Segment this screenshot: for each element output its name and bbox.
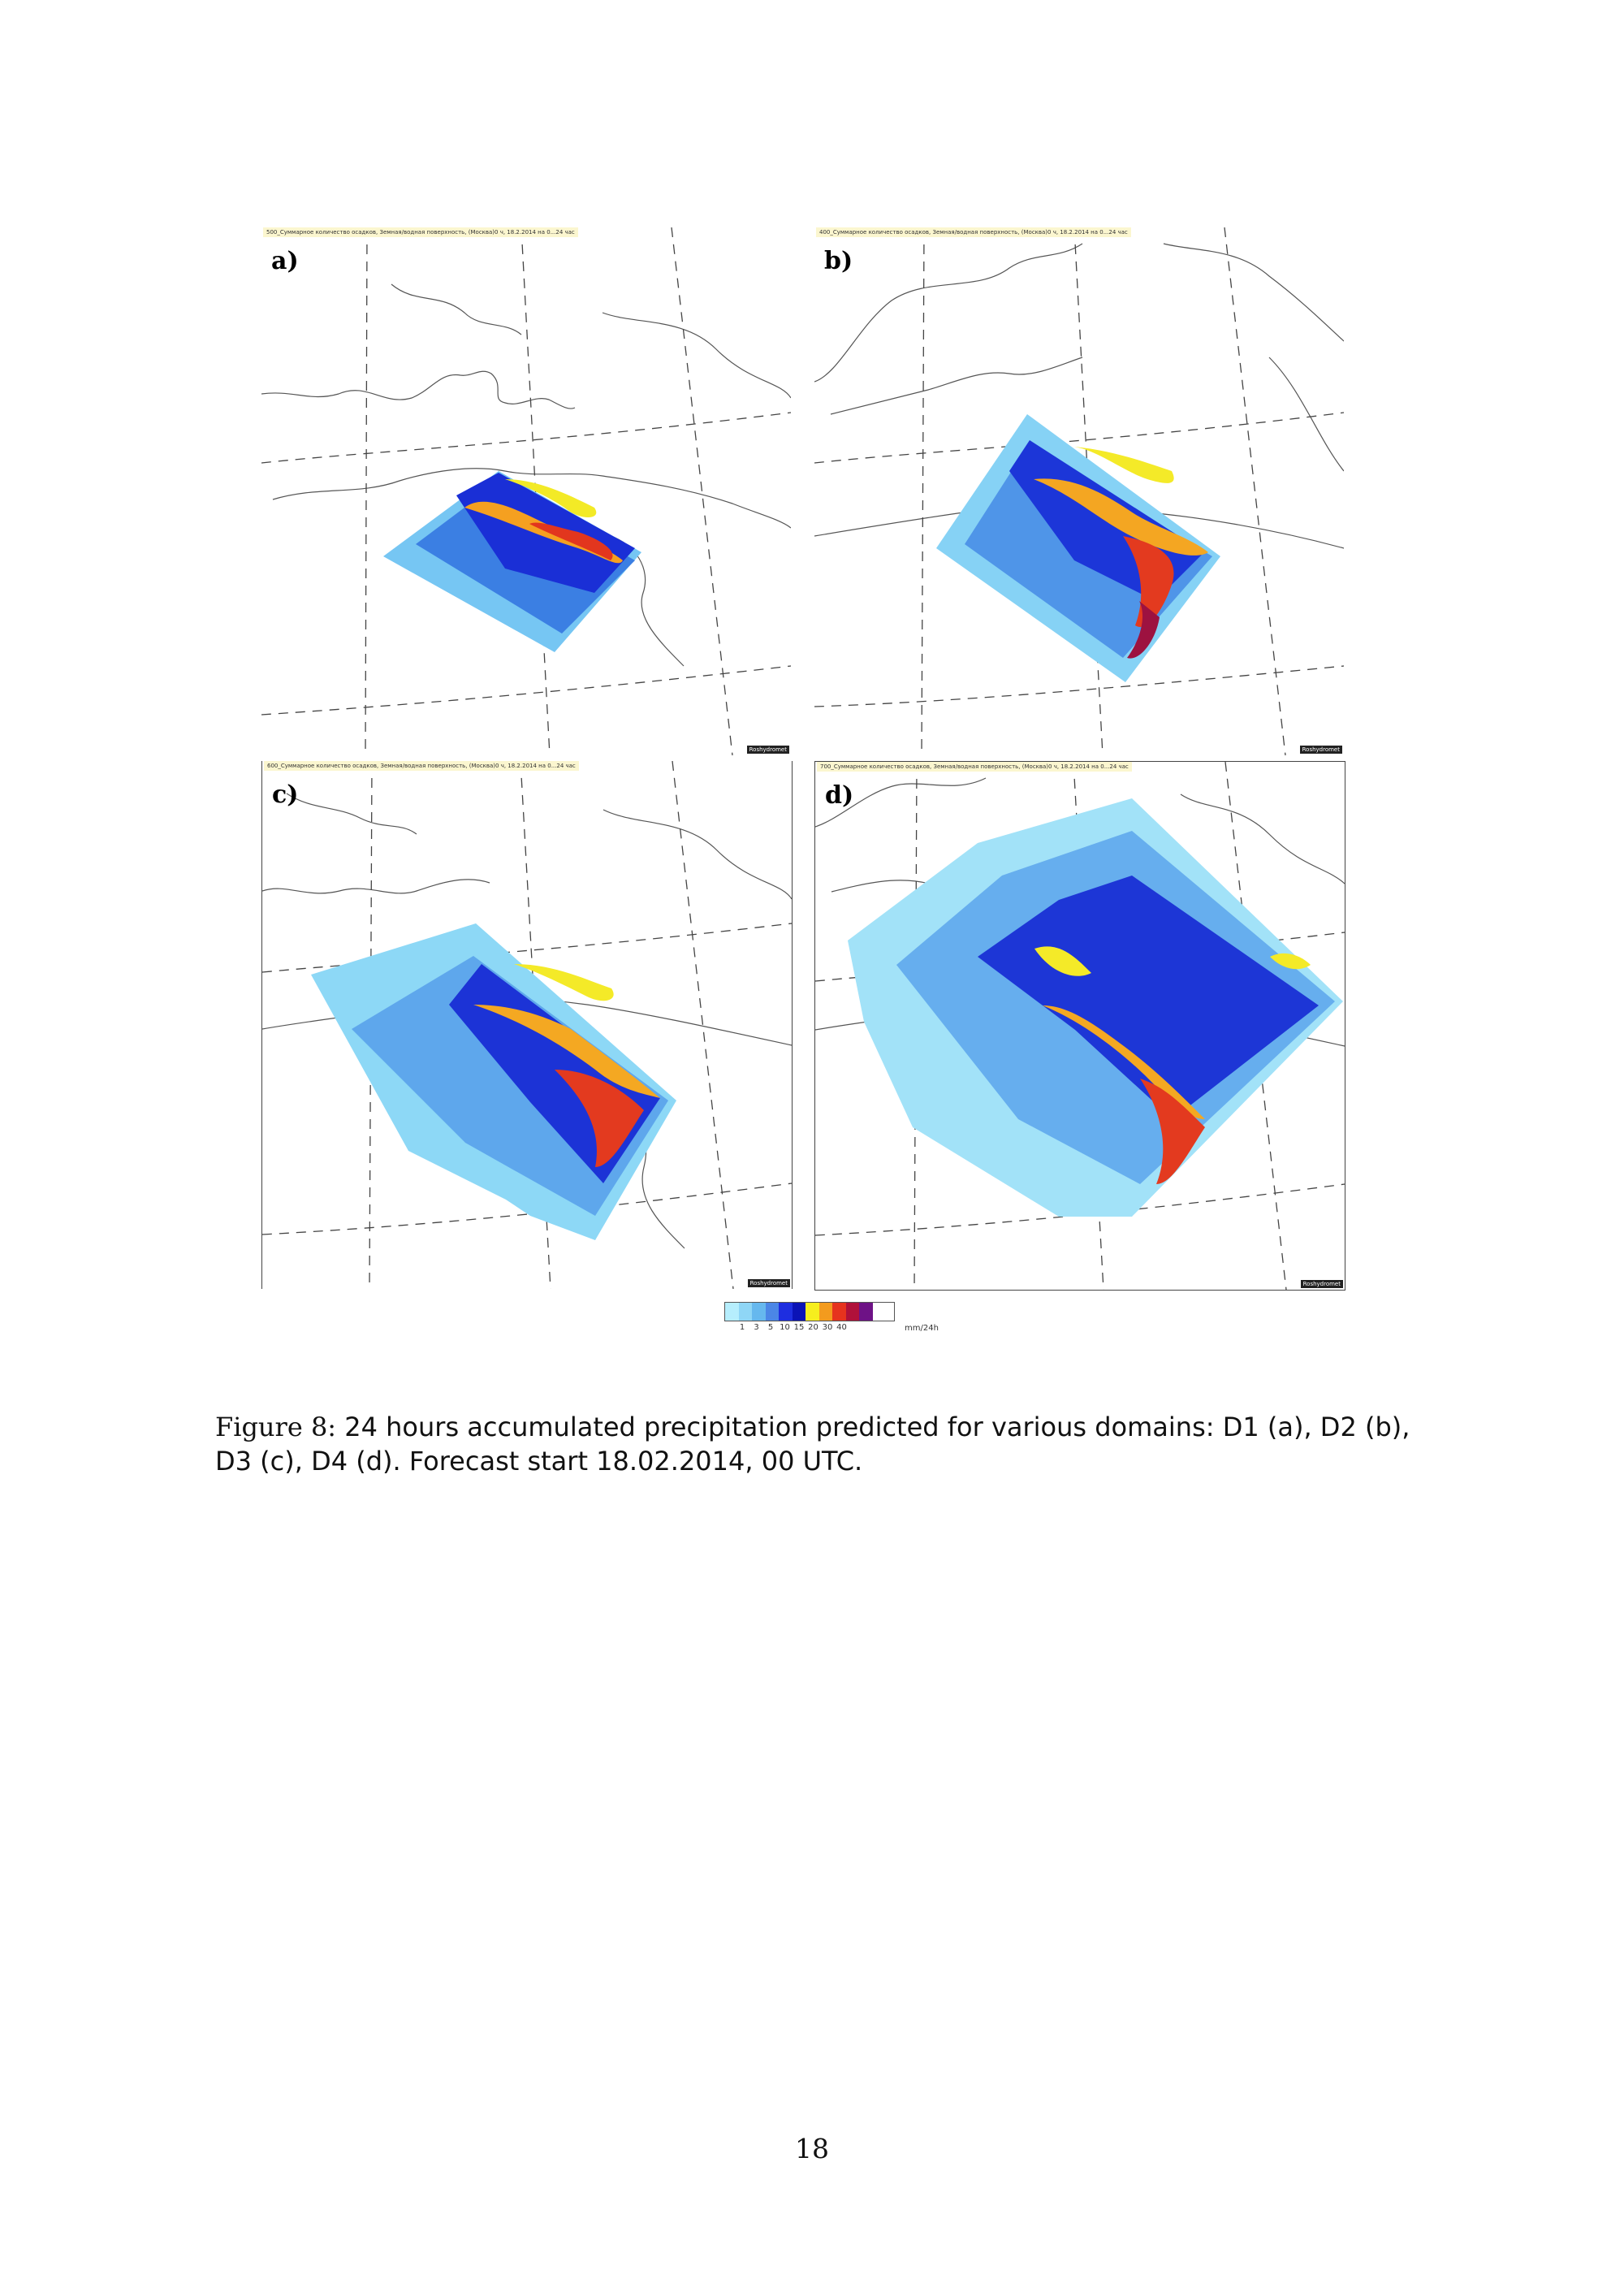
gridline xyxy=(672,227,732,755)
legend-swatch xyxy=(806,1303,819,1321)
panel-title: 600_Суммарное количество осадков, Земная/водная поверхность, (Москва)0 ч, 18.2.2014 на 0...24 час xyxy=(264,761,579,771)
map-c xyxy=(262,761,792,1289)
panel-credit: Roshydromet xyxy=(747,746,789,754)
panel-label: c) xyxy=(272,780,299,809)
figure-label: Figure 8: xyxy=(215,1412,337,1442)
legend-swatch xyxy=(752,1303,766,1321)
legend-swatch xyxy=(725,1303,739,1321)
legend-swatch xyxy=(832,1303,846,1321)
map-d xyxy=(815,762,1345,1290)
legend-swatch xyxy=(766,1303,780,1321)
precip-domain-c xyxy=(311,923,676,1240)
figure-caption xyxy=(215,1410,1417,1478)
panel-label: b) xyxy=(824,247,853,275)
gridline xyxy=(261,413,791,463)
legend-color-bar xyxy=(724,1302,895,1321)
legend-swatch xyxy=(819,1303,833,1321)
gridline xyxy=(261,666,791,715)
gridline xyxy=(672,761,733,1289)
coastline xyxy=(287,793,417,834)
panel-credit: Roshydromet xyxy=(1300,746,1342,754)
page-number: 18 xyxy=(795,2133,829,2164)
gridline xyxy=(365,227,367,755)
legend-swatch xyxy=(739,1303,753,1321)
coastline xyxy=(603,810,792,899)
legend-unit: mm/24h xyxy=(905,1324,939,1333)
panel-a xyxy=(261,227,791,755)
panel-title: 700_Суммарное количество осадков, Земная/водная поверхность, (Москва)0 ч, 18.2.2014 на 0...24 час xyxy=(817,762,1132,772)
gridline xyxy=(1224,227,1285,755)
map-b xyxy=(814,227,1344,755)
panel-c xyxy=(261,761,793,1289)
legend-tick-label: 40 xyxy=(836,1323,847,1332)
color-legend xyxy=(724,1302,939,1333)
gridline xyxy=(922,227,924,755)
precip-domain-a xyxy=(383,471,641,652)
legend-tick-label: 30 xyxy=(822,1323,833,1332)
precip-domain-d xyxy=(848,798,1343,1217)
legend-swatch xyxy=(859,1303,873,1321)
legend-swatch xyxy=(793,1303,806,1321)
legend-tick-label: 5 xyxy=(767,1323,774,1332)
panel-title: 400_Суммарное количество осадков, Земная/водная поверхность, (Москва)0 ч, 18.2.2014 на 0...24 час xyxy=(816,227,1131,237)
panel-credit: Roshydromet xyxy=(748,1279,790,1287)
coastline xyxy=(262,880,490,893)
precip-domain-b xyxy=(936,414,1220,682)
panel-label: d) xyxy=(825,781,854,810)
legend-tick-label: 3 xyxy=(754,1323,759,1332)
coastline xyxy=(1164,244,1344,341)
panel-credit: Roshydromet xyxy=(1301,1280,1343,1288)
legend-tick-label: 20 xyxy=(808,1323,818,1332)
panel-label: a) xyxy=(271,247,299,275)
coastline xyxy=(603,313,791,398)
map-a xyxy=(261,227,791,755)
legend-tick-label: 1 xyxy=(739,1323,745,1332)
legend-tick-label: 10 xyxy=(780,1323,790,1332)
caption-text: 24 hours accumulated precipitation predicted for various domains: D1 (a), D2 (b), D3 (c), D4 (d). Forecast start 18.02.2014, 00 UTC. xyxy=(215,1412,1410,1477)
legend-swatch xyxy=(779,1303,793,1321)
coastline xyxy=(261,371,575,409)
gridline xyxy=(814,666,1344,707)
legend-tick-label: 15 xyxy=(793,1323,805,1332)
legend-swatch xyxy=(846,1303,860,1321)
panel-d xyxy=(814,761,1345,1291)
panel-title: 500_Суммарное количество осадков, Земная/водная поверхность, (Москва)0 ч, 18.2.2014 на 0...24 час xyxy=(263,227,578,237)
coastline xyxy=(831,357,1082,414)
coastline xyxy=(391,284,521,335)
legend-ticks xyxy=(724,1321,895,1333)
panel-b xyxy=(814,227,1344,755)
coastline xyxy=(814,244,1082,382)
